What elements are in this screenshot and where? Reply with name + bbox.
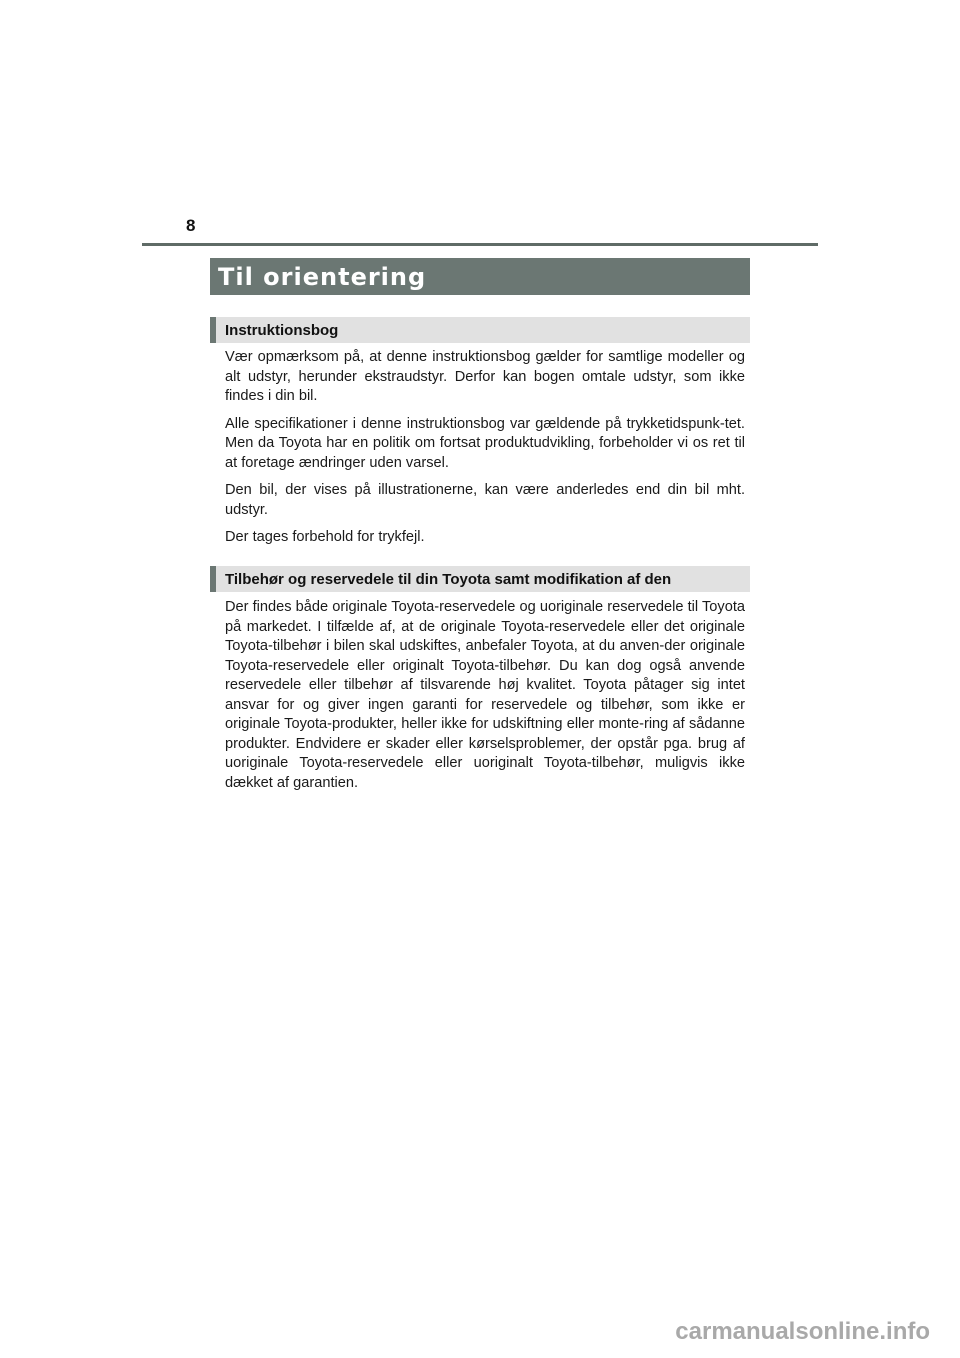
paragraph: Den bil, der vises på illustrationerne, kan være anderledes end din bil mht. udstyr. xyxy=(225,482,745,518)
section-heading-tilbehor xyxy=(210,566,750,592)
header-rule xyxy=(142,243,818,246)
page-number: 8 xyxy=(186,216,196,235)
section-heading-instruktionsbog xyxy=(210,317,750,343)
page-title: Til orientering xyxy=(218,262,427,291)
paragraph: Vær opmærksom på, at denne instruktionsbog gælder for samtlige modeller og alt udstyr, herunder ekstraudstyr. Derfor kan bogen omtale udstyr, som ikke findes i din bil. xyxy=(225,349,745,404)
paragraph: Der findes både originale Toyota-reservedele og uoriginale reservedele til Toyota på markedet. I tilfælde af, at de originale Toyota-reservedele eller det originale Toyota-tilbehør i bilen skal udskiftes, anbefaler Toyota, at du anven-der originale Toyota-reservedele eller originalt Toyota-tilbehør. Du kan dog også anvende reservedele eller tilbehør af tilsvarende høj kvalitet. Toyota påtager sig intet ansvar for og giver ingen garanti for reservedele og tilbehør, som ikke er originale Toyota-produkter, heller ikke for udskiftning eller monte-ring af sådanne produkter. Endvidere er skader eller kørselsproblemer, der opstår pga. brug af uoriginale Toyota-reservedele eller uoriginalt Toyota-tilbehør, muligvis ikke dækket af garantien. xyxy=(225,599,745,791)
page-title-bar xyxy=(210,258,750,295)
section-body-tilbehor xyxy=(225,598,745,801)
paragraph: Der tages forbehold for trykfejl. xyxy=(225,529,425,545)
paragraph: Alle specifikationer i denne instruktionsbog var gældende på trykketidspunk-tet. Men da Toyota har en politik om fortsat produktudvikling, forbeholder vi os ret til at foretage ændringer uden varsel. xyxy=(225,415,745,471)
section-heading-label: Tilbehør og reservedele til din Toyota samt modifikation af den xyxy=(225,570,672,588)
section-heading-label: Instruktionsbog xyxy=(225,321,339,339)
watermark: carmanualsonline.info xyxy=(675,1318,930,1345)
section-body-instruktionsbog xyxy=(225,348,745,556)
